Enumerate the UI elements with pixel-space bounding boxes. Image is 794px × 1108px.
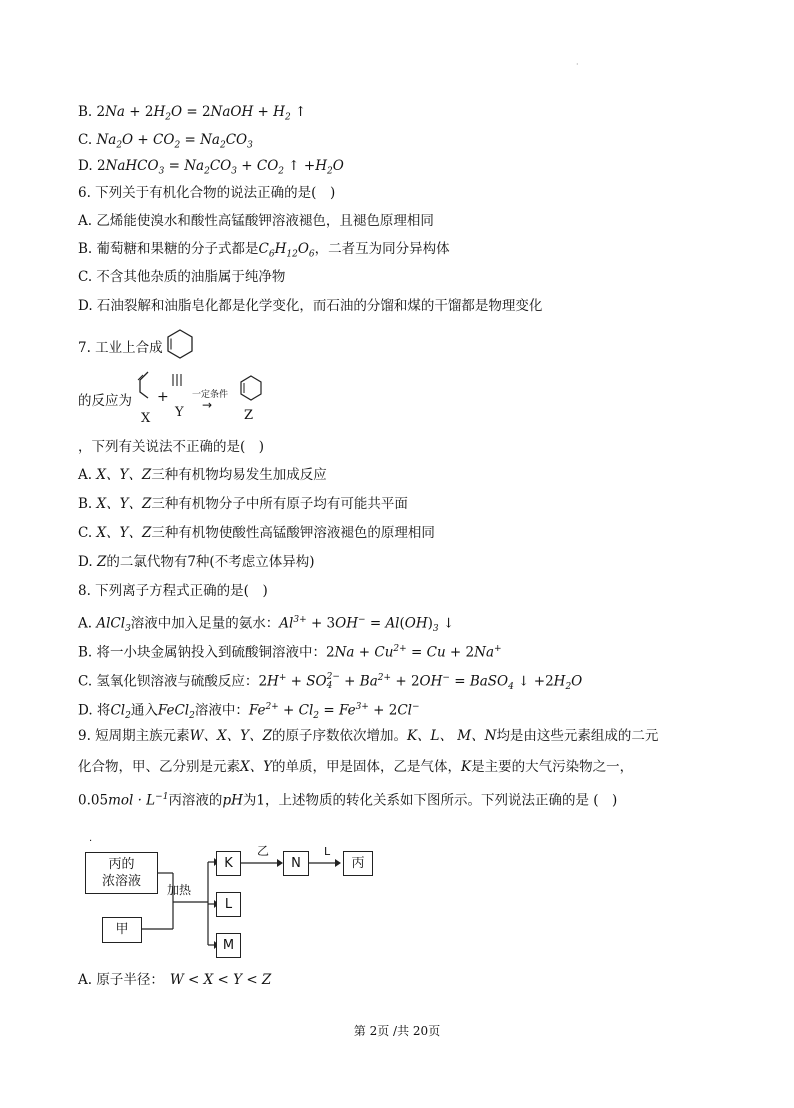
q9-stem-line-2 [78, 758, 633, 776]
formula: NaOH [210, 104, 254, 120]
formula: CO [209, 158, 232, 174]
formula: Na [334, 644, 355, 661]
subscript: 2 [165, 112, 171, 123]
formula: BaSO [469, 673, 509, 690]
subscript: 3 [231, 166, 237, 177]
text: 2 [326, 644, 335, 661]
text: + 2 [391, 673, 420, 690]
text: + [354, 644, 375, 661]
formula: Cl [397, 702, 412, 719]
text: B. 将一小块金属钠投入到硫酸铜溶液中： [78, 644, 327, 661]
q6-stem: 6. 下列关于有机化合物的说法正确的是( ) [78, 185, 336, 201]
number: 7 [187, 554, 196, 570]
text: + 2 [368, 702, 398, 719]
formula: X、Y、Z [96, 496, 152, 512]
formula: OH [404, 615, 428, 632]
superscript: − [357, 615, 366, 625]
reaction-condition-label: 一定条件 [192, 390, 229, 400]
text: 溶液中加入足量的氨水： [130, 615, 280, 632]
formula: Cu [374, 644, 394, 661]
option-letter: D. [78, 554, 93, 570]
plus-sign: + [157, 389, 169, 405]
subscript: 2 [219, 140, 226, 151]
subscript: 2 [125, 711, 131, 722]
subscript: 2 [204, 166, 210, 177]
subscript: 2 [278, 166, 284, 177]
formula: O [297, 241, 309, 257]
formula: OH [419, 673, 443, 690]
q7-stem-post: ，下列有关说法不正确的是( ) [78, 439, 265, 455]
diagram-mark: · [89, 836, 93, 847]
formula: O [332, 158, 344, 174]
text: = [164, 158, 185, 174]
text: 为 [242, 792, 257, 809]
text: 三种有机物使酸性高锰酸钾溶液褪色的原理相同 [151, 525, 435, 541]
q8-option-a [78, 611, 454, 638]
q9-option-a [78, 971, 271, 989]
box-n: N [283, 851, 309, 876]
q6-option-b [78, 240, 450, 264]
sulfate-charge [327, 673, 340, 691]
q7-option-b [78, 495, 408, 513]
formula: X、Y、Z [96, 467, 152, 483]
text: ↓ [438, 615, 455, 632]
text: + [278, 702, 299, 719]
q8-option-b [78, 640, 502, 662]
superscript: −1 [155, 792, 169, 802]
corner-mark: · [576, 60, 579, 69]
option-letter: C. [78, 132, 93, 148]
text: D. 将 [78, 702, 111, 719]
superscript: 3+ [293, 615, 307, 625]
superscript: 2+ [265, 702, 279, 712]
text: + [286, 673, 307, 690]
q5-option-b [78, 103, 306, 127]
formula: CO [153, 132, 175, 148]
formula: K、L、 M、N [406, 728, 497, 744]
q5-option-c [78, 131, 253, 155]
box-label: 丙的 [108, 857, 135, 872]
subscript: 6 [268, 249, 275, 260]
text: + 2 [445, 644, 475, 661]
subscript: 2 [189, 711, 195, 722]
option-letter: B. [78, 104, 93, 120]
option-letter: A. [78, 467, 93, 483]
text: ，二者互为同分异构体 [314, 241, 450, 257]
formula: AlCl [96, 615, 126, 632]
formula: H [274, 241, 287, 257]
text: B. 葡萄糖和果糖的分子式都是 [78, 241, 259, 257]
box-m: M [216, 933, 241, 958]
subscript: 3 [125, 624, 131, 635]
subscript: 3 [158, 166, 165, 177]
formula: Cu [426, 644, 446, 661]
superscript: − [442, 673, 450, 683]
text: C. 氢氧化钡溶液与硫酸反应： [78, 673, 259, 690]
formula: Na [105, 104, 125, 120]
subscript: 4 [508, 682, 514, 693]
label-x: X [141, 411, 151, 426]
number: 1 [256, 792, 265, 809]
text: 三种有机物均易发生加成反应 [151, 467, 327, 483]
formula: Al [385, 615, 400, 632]
formula: Al [279, 615, 294, 632]
formula: O [170, 104, 183, 120]
text: = [406, 644, 427, 661]
reaction-arrow: → [202, 398, 213, 412]
page-footer: 第 2页 /共 20页 [353, 1024, 441, 1038]
label-z: Z [244, 408, 254, 423]
label-heat: 加热 [167, 883, 192, 897]
text: 的二氯代物有 [106, 554, 188, 570]
formula: Cl [110, 702, 126, 719]
subscript: 2 [174, 140, 181, 151]
text: ↑ [290, 104, 307, 120]
box-bing-concentrated [85, 852, 158, 894]
text: 2 [96, 104, 106, 120]
formula: Fe [248, 702, 266, 719]
text: A. 原子半径： [78, 972, 164, 988]
text: + [339, 673, 360, 690]
superscript: + [494, 644, 502, 654]
formula: H [153, 104, 166, 120]
acetylene-structure-icon [173, 374, 181, 386]
option-letter: D. [78, 158, 93, 174]
number: 0.05 [78, 792, 109, 809]
text: + 3 [306, 615, 336, 632]
formula: H [553, 673, 566, 690]
text: 种(不考虑立体异构) [195, 554, 315, 570]
text: 7. 工业上合成 [78, 340, 163, 356]
text: 2 [96, 158, 106, 174]
q6-option-a: A. 乙烯能使溴水和酸性高锰酸钾溶液褪色，且褪色原理相同 [78, 213, 434, 229]
superscript: 2+ [393, 644, 407, 654]
text: 通入 [130, 702, 158, 719]
box-bing: 丙 [343, 851, 373, 876]
q6-option-c: C. 不含其他杂质的油脂属于纯净物 [78, 269, 286, 285]
butadiene-structure-icon [138, 372, 148, 398]
text: 均是由这些元素组成的二元 [496, 728, 659, 744]
subscript: 4 [326, 681, 333, 691]
formula: Na [184, 158, 205, 174]
text: 三种有机物分子中所有原子均有可能共平面 [151, 496, 408, 512]
q8-option-d [78, 698, 420, 725]
formula: Fe [338, 702, 356, 719]
formula: H [267, 673, 279, 690]
text: ↑ + [284, 158, 316, 174]
label-yi: 乙 [257, 844, 270, 858]
benzene-structure-icon [165, 328, 195, 360]
q5-option-d [78, 157, 344, 181]
text: 是主要的大气污染物之一， [471, 759, 634, 775]
text: = [365, 615, 386, 632]
formula: CO [225, 132, 248, 148]
superscript: 3+ [355, 702, 369, 712]
text: + [133, 132, 154, 148]
formula: Z [96, 554, 107, 570]
subscript: 2 [284, 112, 291, 123]
formula: O [122, 132, 134, 148]
text: 9. 短周期主族元素 [78, 728, 190, 744]
formula: NaHCO [105, 158, 159, 174]
formula: Cl [298, 702, 314, 719]
text: + 2 [124, 104, 154, 120]
text: = [449, 673, 470, 690]
formula: Na [474, 644, 494, 661]
formula: K [461, 759, 472, 775]
q7-stem [78, 339, 163, 357]
text: ( [399, 615, 405, 632]
box-l: L [216, 892, 241, 917]
formula: Na [200, 132, 220, 148]
unit: mol · L [108, 792, 156, 809]
superscript: 2− [326, 672, 340, 682]
q7-option-c [78, 524, 435, 542]
label-y: Y [175, 405, 184, 420]
formula: O [571, 673, 583, 690]
text: 化合物，甲、乙分别是元素 [78, 759, 240, 775]
text: 的原子序数依次增加。 [271, 728, 407, 744]
superscript: + [278, 673, 287, 683]
formula: FeCl [157, 702, 190, 719]
q8-option-c [78, 669, 582, 696]
option-letter: A. [78, 615, 93, 632]
formula: pH [222, 792, 243, 809]
text: ) [427, 615, 433, 632]
box-label: 浓溶液 [101, 874, 141, 889]
q7-option-a [78, 466, 327, 484]
superscript: − [411, 702, 420, 712]
subscript: 2 [313, 711, 320, 722]
formula: H [273, 104, 285, 120]
subscript: 2 [116, 140, 123, 151]
text: = 2 [182, 104, 211, 120]
box-jia: 甲 [102, 917, 142, 943]
text: 的单质，甲是固体，乙是气体， [272, 759, 462, 775]
q9-stem-line-3 [78, 788, 617, 810]
subscript: 12 [286, 249, 298, 260]
formula: X、Y [240, 759, 273, 775]
formula: X、Y、Z [96, 525, 152, 541]
formula: SO [306, 673, 327, 690]
text: 溶液中： [194, 702, 249, 719]
text: 丙溶液的 [168, 792, 223, 809]
text: + [253, 104, 274, 120]
formula: OH [335, 615, 358, 632]
q7-option-d [78, 553, 314, 571]
formula: W、X、Y、Z [189, 728, 272, 744]
text: = [180, 132, 201, 148]
text: ，上述物质的转化关系如下图所示。下列说法正确的是 ( ) [264, 792, 618, 809]
q6-option-d: D. 石油裂解和油脂皂化都是化学变化，而石油的分馏和煤的干馏都是物理变化 [78, 298, 543, 314]
text: 2 [258, 673, 268, 690]
text: + [236, 158, 257, 174]
q8-stem: 8. 下列离子方程式正确的是( ) [78, 583, 268, 599]
benzene-product-icon [241, 376, 261, 400]
box-k: K [216, 851, 241, 876]
option-letter: B. [78, 496, 93, 512]
subscript: 2 [565, 682, 572, 693]
subscript: 6 [308, 249, 315, 260]
formula: W < X < Y < Z [169, 972, 272, 988]
formula: CO [256, 158, 279, 174]
formula: C [258, 241, 269, 257]
superscript: 2+ [377, 673, 392, 683]
q7-reaction-prefix: 的反应为 [78, 393, 132, 409]
q9-stem-line-1 [78, 727, 658, 745]
option-letter: C. [78, 525, 93, 541]
label-l: L [324, 845, 331, 858]
subscript: 3 [247, 140, 253, 151]
text: ↓ +2 [513, 673, 554, 690]
subscript: 3 [432, 624, 439, 635]
formula: Na [96, 132, 117, 148]
subscript: 2 [327, 166, 333, 177]
formula: Ba [359, 673, 378, 690]
text: = [319, 702, 339, 719]
formula: H [315, 158, 327, 174]
